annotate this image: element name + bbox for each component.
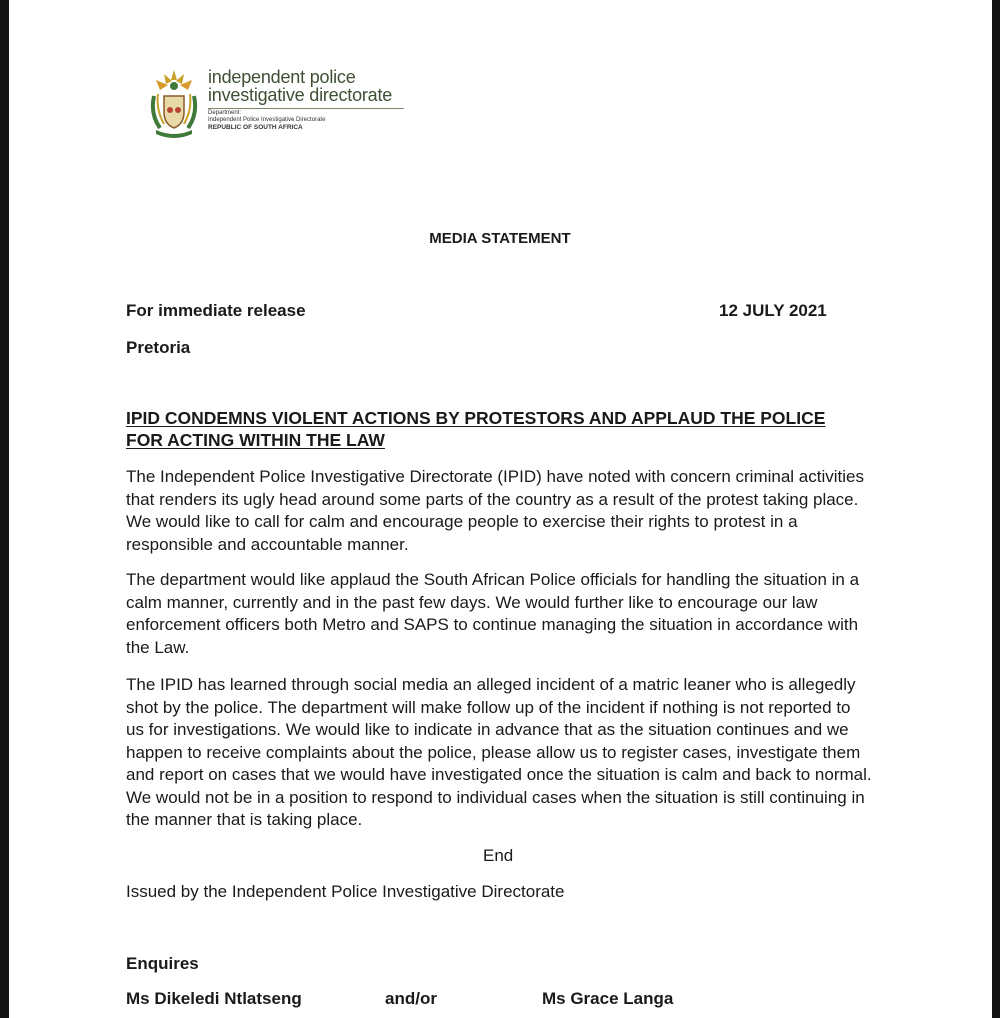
contact-name-2: Ms Grace Langa (542, 989, 674, 1008)
scan-edge-right (992, 0, 1000, 1018)
body-paragraph-2: The department would like applaud the South African Police officials for handling the situation in a calm manner, currently and in the past few days. We would further like to encourage our law enforcement officers both Metro and SAPS to continue managing the situation in accordance with the Law. (126, 570, 860, 657)
coat-of-arms-icon (146, 66, 202, 142)
org-name: independent police investigative directorate (208, 67, 393, 105)
release-city: Pretoria (126, 338, 191, 357)
media-statement-heading: MEDIA STATEMENT (429, 230, 571, 247)
release-date: 12 JULY 2021 (719, 301, 827, 320)
enquiries-heading: Enquires (126, 954, 199, 973)
logo-department-label: Department: (208, 110, 242, 116)
scan-edge-left (0, 0, 9, 1018)
logo-divider (208, 108, 404, 109)
issued-by: Issued by the Independent Police Investigative Directorate (126, 882, 565, 901)
headline: IPID CONDEMNS VIOLENT ACTIONS BY PROTESTORS AND APPLAUD THE POLICE FOR ACTING WITHIN THE LAW (126, 408, 826, 450)
contact-conjunction: and/or (385, 989, 437, 1008)
ipid-logo (146, 66, 416, 146)
logo-country: REPUBLIC OF SOUTH AFRICA (208, 124, 303, 131)
release-label: For immediate release (126, 301, 306, 320)
contact-name-1: Ms Dikeledi Ntlatseng (126, 989, 302, 1008)
logo-department-name: Independent Police Investigative Directorate (208, 117, 326, 123)
body-paragraph-3: The IPID has learned through social media an alleged incident of a matric leaner who is allegedly shot by the police. The department will make follow up of the incident if nothing is not reported to us for investigations. We would like to indicate in advance that as the situation continues and we happen to receive complaints about the police, please allow us to register cases, investigate them and report on cases that we would have investigated once the situation is calm and back to normal. We would not be in a position to respond to individual cases when the situation is still continuing in the manner that is taking place. (126, 675, 872, 829)
body-paragraph-1: The Independent Police Investigative Directorate (IPID) have noted with concern criminal activities that renders its ugly head around some parts of the country as a result of the protest taking place. We would like to call for calm and encourage people to exercise their rights to protest in a responsible and accountable manner. (126, 467, 864, 554)
end-marker: End (483, 846, 514, 865)
